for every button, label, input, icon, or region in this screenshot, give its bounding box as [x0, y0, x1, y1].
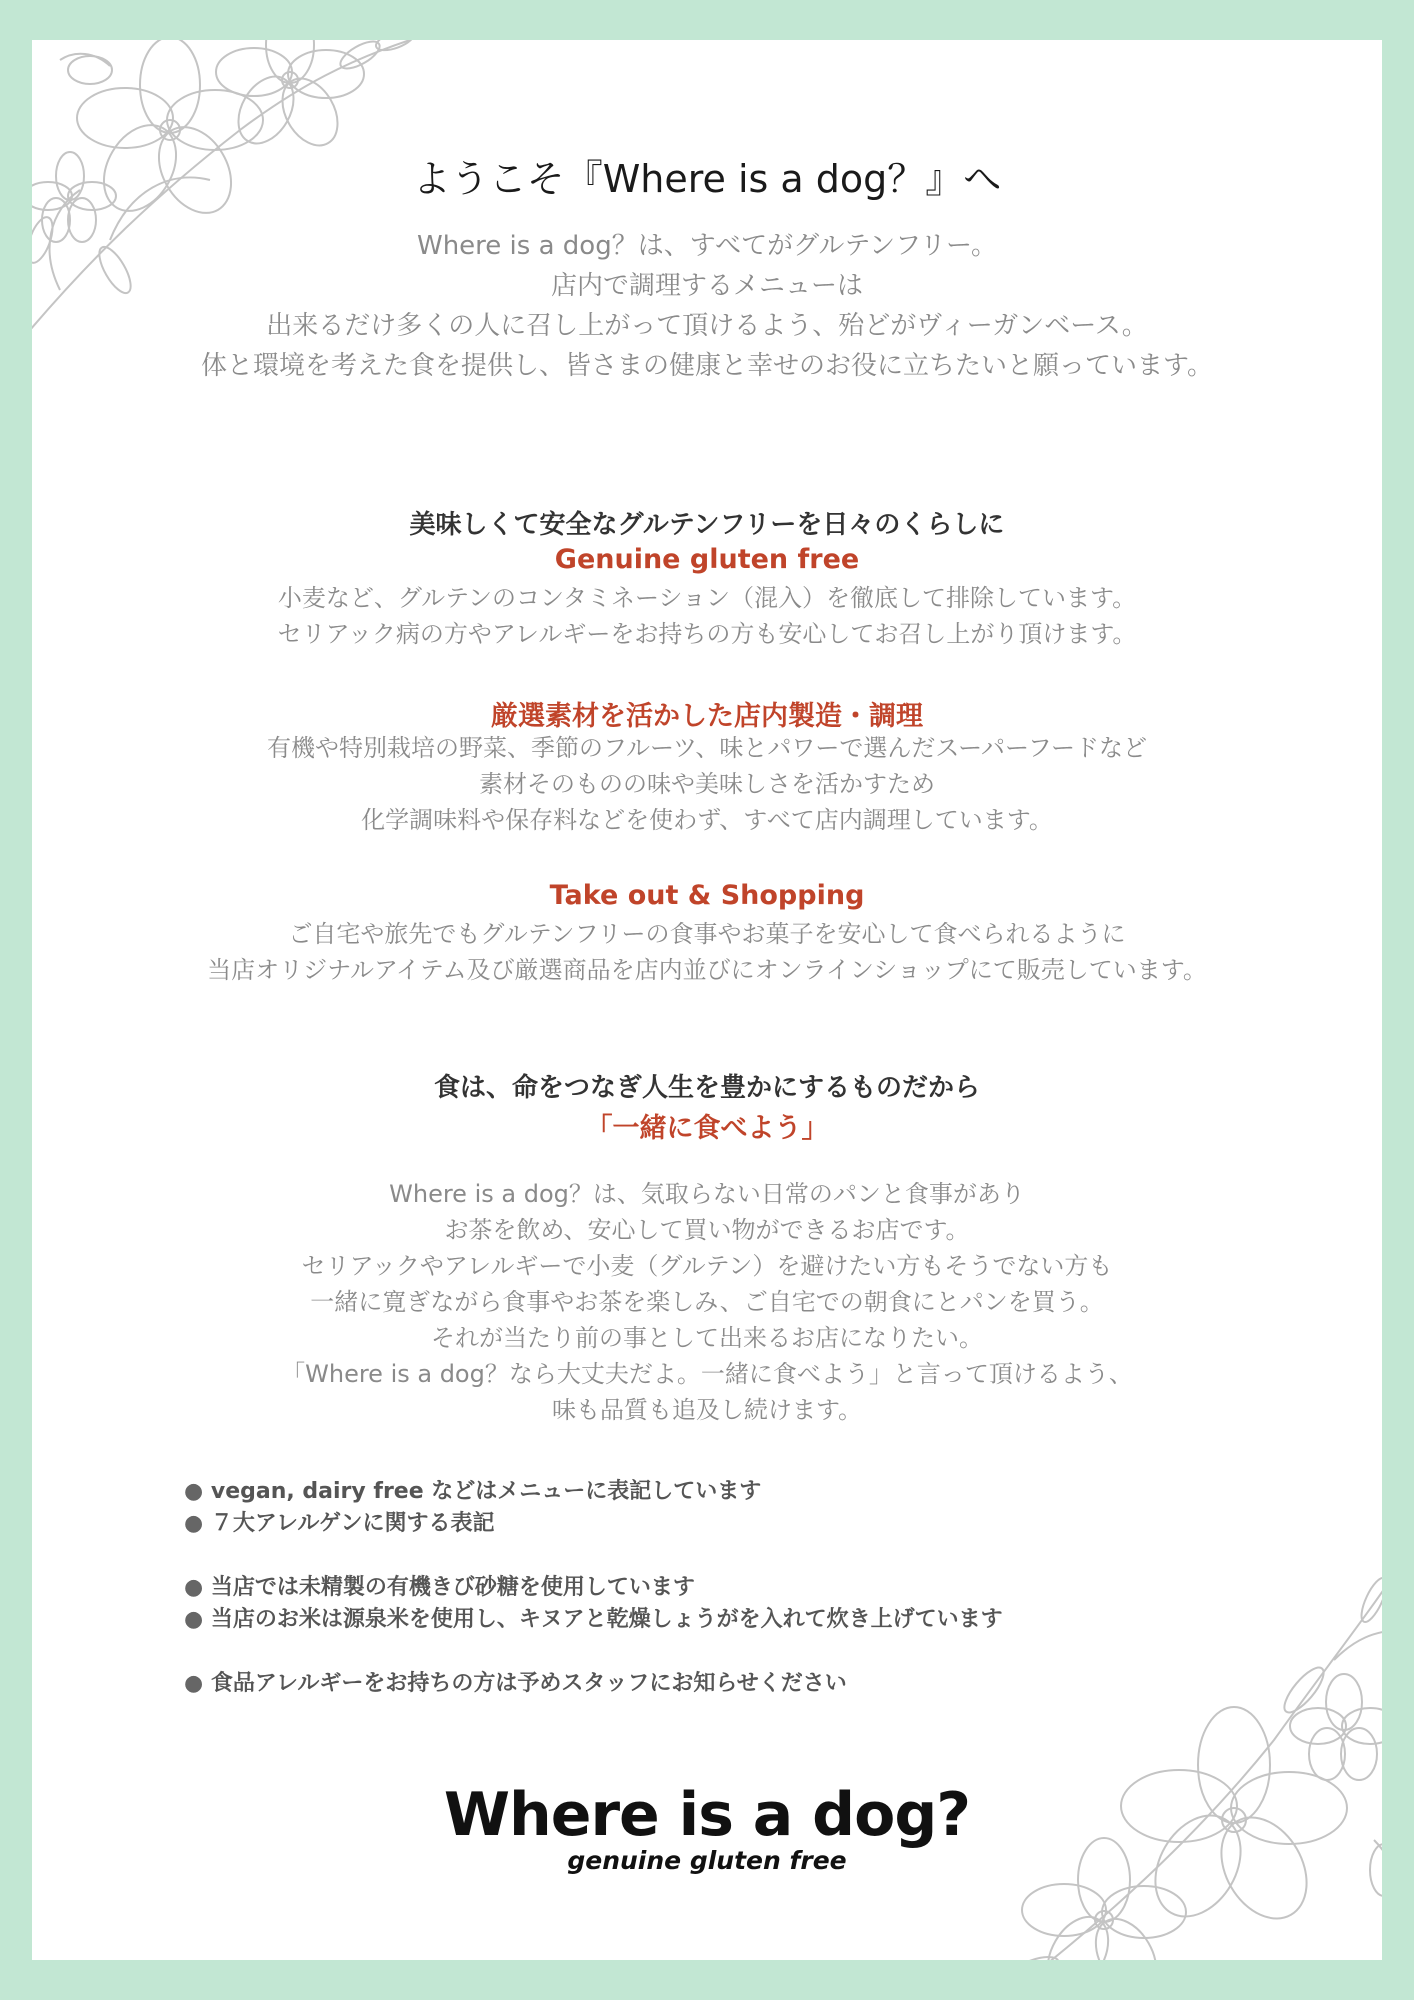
- intro-paragraph: [32, 226, 1382, 386]
- section4-line: セリアックやアレルギーで小麦（グルテン）を避けたい方もそうでない方も: [301, 1252, 1113, 1280]
- section4-paragraph: [32, 1176, 1382, 1428]
- section4-accent: 「一緒に食べよう」: [585, 1113, 829, 1144]
- section3-accent: Take out & Shopping: [549, 880, 865, 911]
- section4-line: お茶を飲め、安心して買い物ができるお店です。: [444, 1216, 970, 1244]
- section1-accent: Genuine gluten free: [554, 544, 860, 575]
- section2-accent: 厳選素材を活かした店内製造・調理: [491, 701, 923, 732]
- section3-line: ご自宅や旅先でもグルテンフリーの食事やお菓子を安心して食べられるように: [288, 920, 1126, 948]
- note-item: ● vegan, dairy free などはメニューに表記しています: [184, 1476, 1003, 1508]
- section2-paragraph: [32, 730, 1382, 838]
- section4-line: 「Where is a dog？なら大丈夫だよ。一緒に食べよう」と言って頂けるよう、: [281, 1360, 1133, 1388]
- section4-line: Where is a dog？は、気取らない日常のパンと食事があり: [389, 1180, 1025, 1208]
- section3-line: 当店オリジナルアイテム及び厳選商品を店内並びにオンラインショップにて販売しています。: [207, 956, 1207, 984]
- menu-sheet: [32, 40, 1382, 1960]
- logo-title: Where is a dog?: [443, 1780, 971, 1850]
- intro-line: 店内で調理するメニューは: [550, 271, 863, 301]
- brand-logo: [32, 1780, 1382, 1875]
- section2-line: 化学調味料や保存料などを使わず、すべて店内調理しています。: [361, 806, 1053, 834]
- section2-line: 有機や特別栽培の野菜、季節のフルーツ、味とパワーで選んだスーパーフードなど: [266, 734, 1148, 762]
- section3-paragraph: [32, 916, 1382, 988]
- section1-line: セリアック病の方やアレルギーをお持ちの方も安心してお召し上がり頂けます。: [277, 620, 1137, 648]
- section4-heading: 食は、命をつなぎ人生を豊かにするものだから: [433, 1073, 980, 1103]
- welcome-title: ようこそ『Where is a dog？』へ: [412, 157, 1002, 201]
- section1-paragraph: [32, 580, 1382, 652]
- section1-line: 小麦など、グルテンのコンタミネーション（混入）を徹底して排除しています。: [277, 584, 1137, 612]
- note-item: ● 当店では未精製の有機きび砂糖を使用しています: [184, 1572, 1003, 1604]
- section4-line: それが当たり前の事として出来るお店になりたい。: [431, 1324, 983, 1352]
- floral-illustration-bottom-right: [974, 1540, 1382, 1960]
- section2-line: 素材そのものの味や美味しさを活かすため: [479, 770, 935, 798]
- intro-line: 体と環境を考えた食を提供し、皆さまの健康と幸せのお役に立ちたいと願っています。: [201, 351, 1213, 381]
- note-item: ● ７大アレルゲンに関する表記: [184, 1508, 1003, 1540]
- section4-line: 一緒に寛ぎながら食事やお茶を楽しみ、ご自宅での朝食にとパンを買う。: [310, 1288, 1104, 1316]
- note-item: ● 当店のお米は源泉米を使用し、キヌアと乾燥しょうがを入れて炊き上げています: [184, 1604, 1003, 1636]
- notes-list: [184, 1476, 1003, 1700]
- section1-heading: 美味しくて安全なグルテンフリーを日々のくらしに: [409, 510, 1005, 540]
- section4-line: 味も品質も追及し続けます。: [551, 1396, 863, 1424]
- intro-line: 出来るだけ多くの人に召し上がって頂けるよう、殆どがヴィーガンベース。: [266, 311, 1148, 341]
- logo-tagline: genuine gluten free: [567, 1846, 847, 1875]
- note-item: ● 食品アレルギーをお持ちの方は予めスタッフにお知らせください: [184, 1668, 1003, 1700]
- intro-line: Where is a dog？は、すべてがグルテンフリー。: [416, 231, 998, 261]
